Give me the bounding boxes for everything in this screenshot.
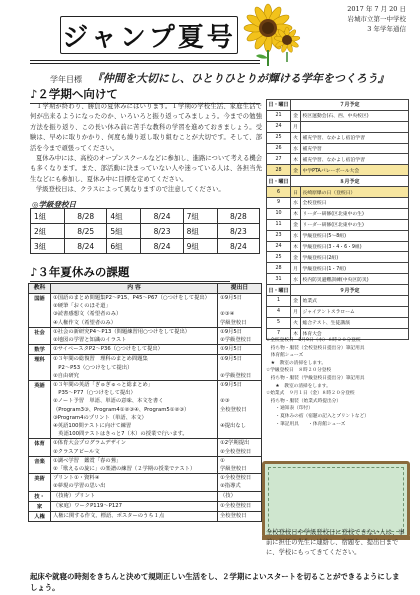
homework-subject: 国語 xyxy=(29,294,51,328)
attendance-note-line: 体育館シューズ xyxy=(266,353,304,359)
homework-content xyxy=(51,381,218,439)
class-name: 5組 xyxy=(107,224,141,239)
calendar-date: 4 xyxy=(267,306,291,317)
homework-due xyxy=(220,389,259,397)
calendar-weekday: 金 xyxy=(291,296,301,307)
grade-goal-text: 『仲間を大切にし、ひとりひとりが輝ける学年をつくろう』 xyxy=(91,72,389,85)
calendar-row xyxy=(267,241,409,252)
section-heading-second-term: ♪２学期へ向けて xyxy=(30,86,260,104)
calendar-weekday: 月 xyxy=(291,306,301,317)
school-day-date: 8/24 xyxy=(217,239,259,254)
homework-due: ②全校登校日 xyxy=(220,448,252,455)
calendar-month-title: ８月予定 xyxy=(291,176,409,187)
homework-due: ①9月5日 xyxy=(220,295,243,301)
grade-goal-label: 学年目標 xyxy=(50,75,82,84)
calendar-event: 中学PTAバレーボール大会 xyxy=(301,165,409,176)
calendar-date: 11 xyxy=(267,219,291,230)
calendar-event: リーダー研修(区北東中の生) xyxy=(301,208,409,219)
calendar-date: 27 xyxy=(267,154,291,165)
calendar-date: 10 xyxy=(267,208,291,219)
homework-table xyxy=(28,283,262,522)
newsletter-title: ジャンプ夏号 xyxy=(60,16,238,54)
body-paragraph: １学期が終わり、勝負の夏休みにはいります。１学期の学校生活、家庭生活で何が出来るようになったのか、いろいろと振り返ってみましょう。今までの勉強方法を振り返り、この長い休み前に苦手な教科の学習を進めておきましょう。受験は、早めに取りかかり、何度も繰り返し取り組むことが大切です。そして、部活を今まで頑張ってください。 xyxy=(30,103,262,152)
attendance-note-line: ・通知表（印付） xyxy=(266,406,313,412)
closing-message: 起床や就寝の時刻をきちんと決めて規則正しい生活をし、２学期によいスタートを切ることができるようにしましょう。 xyxy=(30,572,400,592)
calendar-row xyxy=(267,132,409,143)
calendar-date: 28 xyxy=(267,165,291,176)
calendar-date: 9 xyxy=(267,198,291,209)
attendance-note-line: 持ち物・服装（全校登校日提出分）筆記用具 xyxy=(266,345,365,351)
homework-due: ①2学期提出 xyxy=(220,440,250,447)
title-underline-2 xyxy=(30,63,260,64)
calendar-weekday: 水 xyxy=(291,230,301,241)
homework-due: ①9月5日 xyxy=(220,346,243,353)
calendar-date: 25 xyxy=(267,132,291,143)
homework-due: ②③④ xyxy=(220,311,235,318)
homework-item: 人権に関する作文、標語、ポスターのうち１点 xyxy=(53,513,165,520)
sunflower-small-icon xyxy=(268,26,306,62)
calendar-event: ジャイアントスラローム xyxy=(301,306,409,317)
homework-row xyxy=(29,345,262,355)
calendar-row xyxy=(267,208,409,219)
homework-item: P2〜P53（○つけをして提出） xyxy=(53,364,133,371)
homework-subject: 美術 xyxy=(29,474,51,491)
homework-subject: 理科 xyxy=(29,355,51,381)
homework-row xyxy=(29,381,262,439)
homework-due: 学級登校日 xyxy=(220,466,247,473)
calendar-date: 26 xyxy=(267,143,291,154)
homework-content xyxy=(51,294,218,328)
title-underline xyxy=(30,60,260,61)
homework-due: ②学級登校日 xyxy=(220,372,252,379)
homework-item: ③読書感想文（希望者のみ） xyxy=(53,311,122,318)
school-day-date: 8/28 xyxy=(217,209,259,224)
calendar-row xyxy=(267,198,409,209)
homework-deadline xyxy=(218,294,262,328)
homework-due: ①全校登校日 xyxy=(220,475,252,482)
homework-due: 学級登校日 xyxy=(220,319,247,326)
class-name: 8組 xyxy=(183,224,217,239)
body-paragraph: 学級登校日は、クラスによって異なりますので注意してください。 xyxy=(36,186,225,194)
calendar-event: リーダー研修(区北東中の生) xyxy=(301,219,409,230)
calendar-row xyxy=(267,263,409,274)
class-name: 7組 xyxy=(183,209,217,224)
homework-item: ②クラスアピール文 xyxy=(53,448,100,455)
homework-subject: 体育 xyxy=(29,439,51,456)
class-name: 9組 xyxy=(183,239,217,254)
calendar-weekday: 水 xyxy=(291,198,301,209)
attendance-note-line: ★ 教室の清掃をします。 xyxy=(266,383,331,389)
calendar-date: 24 xyxy=(267,121,291,132)
school-day-date: 8/24 xyxy=(141,239,183,254)
calendar-event: 補充学習 xyxy=(301,143,409,154)
calendar-event: 学級登校日(3・4・6・9組) xyxy=(301,241,409,252)
homework-due: ①9月5日 xyxy=(220,328,243,335)
calendar-event: 総合テスト、生徒講演 xyxy=(301,317,409,328)
homework-item: P35〜P77（○つけをして提出） xyxy=(53,390,136,397)
calendar-date: 31 xyxy=(267,274,291,285)
calendar-row xyxy=(267,187,409,198)
calendar-weekday: 木 xyxy=(291,241,301,252)
calendar-row xyxy=(267,306,409,317)
homework-subject: 英語 xyxy=(29,381,51,439)
school-day-date: 8/23 xyxy=(217,224,259,239)
calendar-weekday: 木 xyxy=(291,154,301,165)
calendar-row xyxy=(267,165,409,176)
calendar-row xyxy=(267,110,409,121)
calendar-weekday: 金 xyxy=(291,219,301,230)
calendar-event: 校区運動会(石、西、中央校区) xyxy=(301,110,409,121)
calendar-date: 28 xyxy=(267,263,291,274)
section-heading-summer-homework: ♪３年夏休みの課題 xyxy=(30,264,230,282)
calendar-event: 体育大会 xyxy=(301,328,409,339)
homework-item: ①サイペースタP2〜P36（○つけをして提出） xyxy=(53,346,163,353)
calendar-col-day: 日・曜日 xyxy=(267,285,291,296)
homework-due: ①9月5日 xyxy=(220,382,243,389)
homework-deadline xyxy=(218,456,262,473)
homework-deadline xyxy=(218,491,262,501)
calendar-row xyxy=(267,143,409,154)
homework-item: ②「歌えるの旋に」の楽譜の練習（２学期の授業でテスト） xyxy=(53,466,196,473)
homework-row xyxy=(29,501,262,511)
calendar-row xyxy=(267,230,409,241)
homework-col-deadline: 提出日 xyxy=(218,284,262,294)
homework-subject: 数学 xyxy=(29,345,51,355)
homework-deadline xyxy=(218,355,262,381)
calendar-weekday: 火 xyxy=(291,132,301,143)
calendar-event: 補充学習、なかよし宿泊学習 xyxy=(301,132,409,143)
calendar-date: 1 xyxy=(267,296,291,307)
body-paragraph: 夏休み中には、高校のオープンスクールなどに参加し、進路について考える機会も多くなります。また、部活動に決まっていない人や迷っている人は、各担当先生などにも参加し、夏休み中に目標を定めてください。 xyxy=(30,155,262,183)
attendance-note-line: ☆始業式 ９月１日（金）８時２０分登校 xyxy=(266,391,355,397)
calendar-weekday: 木 xyxy=(291,328,301,339)
homework-row xyxy=(29,512,262,522)
class-name: 3組 xyxy=(31,239,65,254)
homework-item: （家庭）ワークP119〜P127 xyxy=(53,502,122,509)
calendar-date: 23 xyxy=(267,230,291,241)
calendar-weekday: 水 xyxy=(291,143,301,154)
homework-row xyxy=(29,327,262,344)
header-meta xyxy=(347,4,406,34)
calendar-weekday: 月 xyxy=(291,263,301,274)
calendar-event: 学級登校日(5〜8組) xyxy=(301,230,409,241)
calendar-event: 補充学習、なかよし宿泊学習 xyxy=(301,154,409,165)
school-day-row xyxy=(31,224,260,239)
homework-due: ②学級登校日 xyxy=(220,337,252,344)
calendar-row xyxy=(267,317,409,328)
attendance-note-line: ★ 教室の清掃をします。 xyxy=(266,360,327,366)
class-name: 6組 xyxy=(107,239,141,254)
calendar-weekday: 金 xyxy=(291,110,301,121)
calendar-weekday: 金 xyxy=(291,165,301,176)
homework-content xyxy=(51,439,218,456)
calendar-row xyxy=(267,219,409,230)
school-day-date: 8/23 xyxy=(141,224,183,239)
calendar-event xyxy=(301,121,409,132)
calendar-row xyxy=(267,296,409,307)
homework-deadline xyxy=(218,501,262,511)
homework-item: ①調べ学習 鑑賞「春の鶯」 xyxy=(53,457,122,464)
calendar-event: 長崎原爆の日（登校日） xyxy=(301,187,409,198)
homework-content xyxy=(51,345,218,355)
calendar-weekday: 火 xyxy=(291,317,301,328)
homework-due xyxy=(220,364,259,372)
homework-due xyxy=(220,414,259,422)
homework-content xyxy=(51,501,218,511)
homework-deadline xyxy=(218,512,262,522)
homework-item: （Program3③、Program4①②③④、Program5①②③） xyxy=(53,406,190,413)
calendar-date: 7 xyxy=(267,328,291,339)
attendance-note-line: ・筆記用具 ・体育館シューズ xyxy=(266,421,346,427)
calendar-event: 学級登校日(1・7組) xyxy=(301,263,409,274)
homework-due xyxy=(220,430,259,438)
homework-item: ②地図の学習と知識のイラスト xyxy=(53,337,127,344)
class-name: 2組 xyxy=(31,224,65,239)
calendar-month-title: ７月予定 xyxy=(291,100,409,111)
calendar-row xyxy=(267,252,409,263)
class-school-days-label: ◎学級登校日 xyxy=(32,200,77,209)
homework-due: ①9月5日 xyxy=(220,356,243,363)
class-name: 1組 xyxy=(31,209,65,224)
school-day-date: 8/28 xyxy=(65,209,107,224)
homework-deadline xyxy=(218,327,262,344)
homework-content xyxy=(51,512,218,522)
school-day-date: 8/24 xyxy=(65,239,107,254)
homework-row xyxy=(29,474,262,491)
homework-item: ②夢現の学習の思い出 xyxy=(53,483,106,490)
homework-item: ①３年間の総復習 理科のまとめ問題集 xyxy=(53,356,148,363)
attendance-note-line: ・夏休みの宿（宿題の記入とプリントなど） xyxy=(266,413,369,419)
homework-subject: 技・ xyxy=(29,491,51,501)
homework-content xyxy=(51,327,218,344)
homework-row xyxy=(29,439,262,456)
newsletter-grade: 3 年学年通信 xyxy=(367,25,406,33)
calendar-weekday: 月 xyxy=(291,121,301,132)
homework-item: ③Program4のプリント（単語、本文） xyxy=(53,414,147,421)
calendar-month-title: ９月予定 xyxy=(291,285,409,296)
calendar-date: 25 xyxy=(267,252,291,263)
schedule-calendar xyxy=(266,99,409,340)
homework-content xyxy=(51,491,218,501)
calendar-event: 校内防災避難訓練(中央区防災) xyxy=(301,274,409,285)
homework-item: ①国語のまとめ問題集P2〜P15、P45〜P67（○つけをして提出） xyxy=(53,295,210,301)
homework-item: ④人権作文（希望者のみ） xyxy=(53,319,117,326)
calendar-event: 始業式 xyxy=(301,296,409,307)
second-term-body xyxy=(30,102,262,196)
homework-deadline xyxy=(218,345,262,355)
attendance-note-line: 持ち物・服装（始業式時提出分） xyxy=(266,398,342,404)
homework-subject: 社会 xyxy=(29,327,51,344)
homework-item: （技術）プリント xyxy=(53,492,96,499)
homework-row xyxy=(29,456,262,473)
homework-subject: 音楽 xyxy=(29,456,51,473)
grade-goal xyxy=(50,70,410,86)
homework-item: ②ノート予習 単語、単語の意味、本文を書く xyxy=(53,398,164,405)
absence-notice: 全校登校日や学級登校日に登校できない人は、事前に担任の先生に連絡し、宿題を、提出日までに、学校にもってきてください。 xyxy=(266,529,405,556)
homework-due: ②指導式 xyxy=(220,483,241,490)
homework-item: 英語100問テストはきっと7（木）の授業で行います。 xyxy=(53,431,188,438)
attendance-note-line: ☆全校登校日 8月9日（水）８時２０分登校 xyxy=(266,338,361,343)
homework-col-subject: 教科 xyxy=(29,284,51,294)
calendar-month-row xyxy=(267,176,409,187)
homework-col-content: 内 容 xyxy=(51,284,218,294)
homework-deadline xyxy=(218,474,262,491)
homework-item: ①社会の新研究P4〜P13（問題練習用○つけをして提出） xyxy=(53,328,191,335)
homework-subject: 家 xyxy=(29,501,51,511)
calendar-month-row xyxy=(267,100,409,111)
attendance-notes xyxy=(266,337,410,428)
homework-item: ①３年間の英語「ぎゅぎゅっと総まとめ」 xyxy=(53,382,154,389)
school-day-row xyxy=(31,239,260,254)
school-day-date: 8/25 xyxy=(65,224,107,239)
homework-content xyxy=(51,456,218,473)
homework-item: ②自由研究 xyxy=(53,372,79,379)
homework-due: ②③ xyxy=(220,398,230,405)
homework-subject: 人権 xyxy=(29,512,51,522)
homework-deadline xyxy=(218,381,262,439)
calendar-date: 24 xyxy=(267,241,291,252)
homework-due: ④提出なし xyxy=(220,423,246,430)
calendar-col-day: 日・曜日 xyxy=(267,100,291,111)
school-name: 岩城市立第一中学校 xyxy=(347,15,406,23)
calendar-event: 学級登校日(2組) xyxy=(301,252,409,263)
homework-due: ① xyxy=(220,457,225,464)
calendar-row xyxy=(267,274,409,285)
chalkboard-frame xyxy=(262,461,410,538)
homework-item: ②硬筆「おくのほそ道」 xyxy=(53,303,111,310)
homework-due: （技） xyxy=(220,492,236,499)
homework-item: プリント①・資料④ xyxy=(53,475,100,482)
calendar-date: 6 xyxy=(267,187,291,198)
homework-due: 全校登校日 xyxy=(220,406,247,413)
homework-content xyxy=(51,355,218,381)
class-school-days-table xyxy=(30,208,260,254)
calendar-row xyxy=(267,121,409,132)
class-name: 4組 xyxy=(107,209,141,224)
homework-content xyxy=(51,474,218,491)
calendar-date: 5 xyxy=(267,317,291,328)
homework-due xyxy=(220,302,259,310)
calendar-weekday: 金 xyxy=(291,252,301,263)
homework-row xyxy=(29,294,262,328)
calendar-event: 全校登校日 xyxy=(301,198,409,209)
attendance-note-line: 持ち物・服装（学級登校日提出分）筆記用具 xyxy=(266,375,365,381)
calendar-date: 21 xyxy=(267,110,291,121)
calendar-month-row xyxy=(267,285,409,296)
homework-item: ①体育大会プログラムデザイン xyxy=(53,440,127,447)
homework-row xyxy=(29,355,262,381)
issue-date: 2017 年 7 月 20 日 xyxy=(347,5,406,13)
homework-due: ①全校登校日 xyxy=(220,502,252,509)
chalkboard-inner xyxy=(268,467,404,532)
calendar-col-day: 日・曜日 xyxy=(267,176,291,187)
calendar-row xyxy=(267,154,409,165)
calendar-weekday: 木 xyxy=(291,208,301,219)
homework-due: 全校登校日 xyxy=(220,513,247,520)
attendance-note-line: ☆学級登校日 ８時２０分登校 xyxy=(266,368,332,374)
calendar-weekday: 水 xyxy=(291,274,301,285)
homework-row xyxy=(29,491,262,501)
school-day-row xyxy=(31,209,260,224)
school-day-date: 8/24 xyxy=(141,209,183,224)
homework-deadline xyxy=(218,439,262,456)
homework-item: ④英語100問テストに向けて練習 xyxy=(53,423,132,430)
calendar-weekday: 日 xyxy=(291,187,301,198)
